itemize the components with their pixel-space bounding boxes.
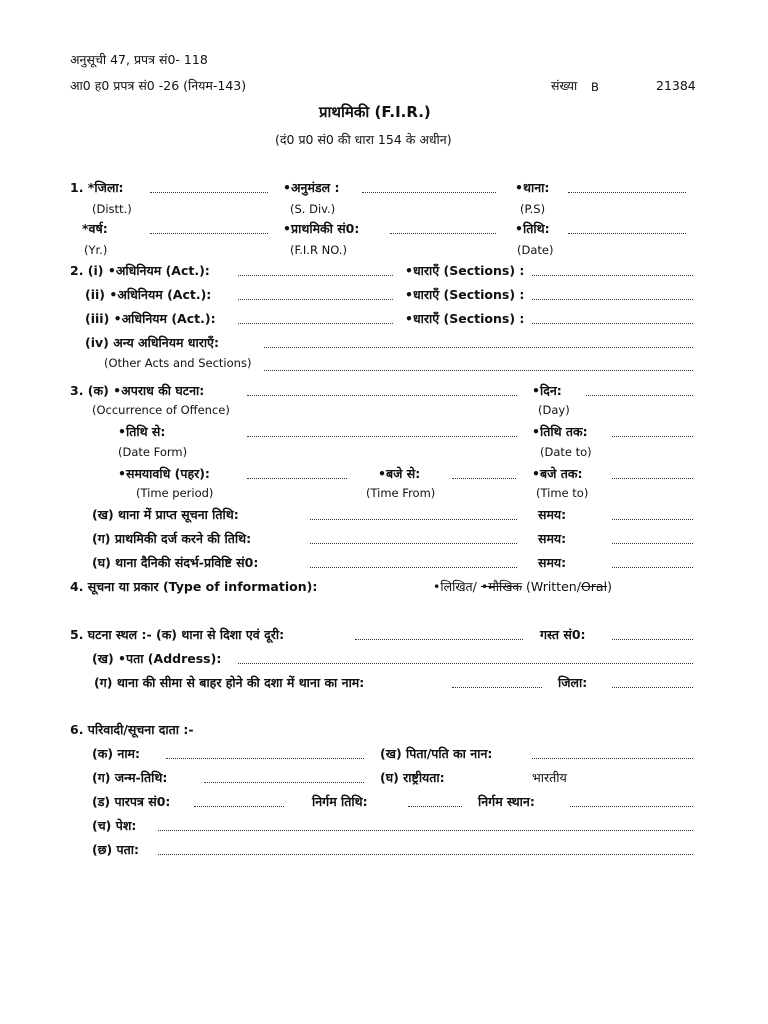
occurrence-field[interactable] xyxy=(247,395,517,396)
act-i-field[interactable] xyxy=(238,275,393,276)
oral-en-option[interactable]: Oral xyxy=(580,579,608,594)
time-to-label: •बजे तक: xyxy=(532,466,583,481)
time-from-field[interactable] xyxy=(452,478,516,479)
dob-field[interactable] xyxy=(204,782,364,783)
date-field[interactable] xyxy=(568,233,686,234)
sections-ii-label: •धाराएँ (Sections) : xyxy=(405,287,525,302)
outside-ps-field[interactable] xyxy=(452,687,542,688)
issue-date-field[interactable] xyxy=(408,806,462,807)
occurrence-label: 3. (क) •अपराध की घटना: xyxy=(70,383,205,398)
father-name-label: (ख) पिता/पति का नान: xyxy=(380,746,493,761)
day-label: •दिन: xyxy=(532,383,562,398)
outside-district-label: जिला: xyxy=(558,675,588,690)
date-to-label: •तिथि तक: xyxy=(532,424,588,439)
date-label-en: (Date) xyxy=(517,243,554,257)
date-from-label: •तिथि से: xyxy=(118,424,166,439)
fir-number-field[interactable] xyxy=(390,233,496,234)
info-type-label: 4. सूचना या प्रकार (Type of information): xyxy=(70,579,318,594)
issue-place-label: निर्गम स्थान: xyxy=(478,794,535,809)
info-received-time-label: समय: xyxy=(538,507,567,522)
act-iii-field[interactable] xyxy=(238,323,393,324)
time-from-label-en: (Time From) xyxy=(366,486,436,500)
schedule-line: अनुसूची 47, प्रपत्र सं0- 118 xyxy=(70,52,208,67)
other-acts-label: (iv) अन्य अधिनियम धाराएँ: xyxy=(85,335,219,350)
date-from-field[interactable] xyxy=(247,436,517,437)
diary-entry-time-label: समय: xyxy=(538,555,567,570)
year-field[interactable] xyxy=(150,233,268,234)
time-from-label: •बजे से: xyxy=(378,466,421,481)
fir-registered-time-label: समय: xyxy=(538,531,567,546)
time-period-label: •समयावधि (पहर): xyxy=(118,466,210,481)
act-iii-label: (iii) •अधिनियम (Act.): xyxy=(85,311,216,326)
written-hi-option[interactable]: •लिखित/ xyxy=(433,579,477,594)
police-station-label-en: (P.S) xyxy=(520,202,546,216)
year-label: *वर्ष: xyxy=(82,221,108,236)
diary-entry-label: (घ) थाना दैनिकी संदर्भ-प्रविष्टि सं0: xyxy=(92,555,259,570)
act-ii-label: (ii) •अधिनियम (Act.): xyxy=(85,287,212,302)
date-to-field[interactable] xyxy=(612,436,693,437)
fir-number-label-en: (F.I.R NO.) xyxy=(290,243,347,257)
info-type-close-paren: ) xyxy=(607,579,612,594)
occurrence-label-en: (Occurrence of Offence) xyxy=(92,403,230,417)
beat-number-field[interactable] xyxy=(612,639,693,640)
other-acts-label-en: (Other Acts and Sections) xyxy=(104,356,252,370)
diary-entry-time-field[interactable] xyxy=(612,567,693,568)
dob-label: (ग) जन्म-तिथि: xyxy=(92,770,168,785)
time-to-label-en: (Time to) xyxy=(536,486,589,500)
diary-entry-field[interactable] xyxy=(310,567,517,568)
district-label: 1. *जिला: xyxy=(70,180,124,195)
date-to-label-en: (Date to) xyxy=(540,445,592,459)
issue-place-field[interactable] xyxy=(570,806,693,807)
sections-iii-label: •धाराएँ (Sections) : xyxy=(405,311,525,326)
written-en-option[interactable]: (Written/ xyxy=(526,579,581,594)
page-title: प्राथमिकी (F.I.R.) xyxy=(319,103,431,121)
father-name-field[interactable] xyxy=(532,758,693,759)
issue-date-label: निर्गम तिथि: xyxy=(312,794,368,809)
act-ii-field[interactable] xyxy=(238,299,393,300)
subdivision-label: •अनुमंडल : xyxy=(283,180,340,195)
year-label-en: (Yr.) xyxy=(84,243,108,257)
fir-number-label: •प्राथमिकी सं0: xyxy=(283,221,360,236)
place-address-label: (ख) •पता (Address): xyxy=(92,651,222,666)
police-station-label: •थाना: xyxy=(515,180,550,195)
page-subtitle: (दं0 प्र0 सं0 की धारा 154 के अधीन) xyxy=(275,132,452,147)
sections-i-label: •धाराएँ (Sections) : xyxy=(405,263,525,278)
fir-registered-field[interactable] xyxy=(310,543,517,544)
outside-ps-label: (ग) थाना की सीमा से बाहर होने की दशा में थाना का नाम: xyxy=(94,675,365,690)
info-received-field[interactable] xyxy=(310,519,517,520)
occupation-field[interactable] xyxy=(158,830,693,831)
nationality-label: (घ) राष्ट्रीयता: xyxy=(380,770,445,785)
place-direction-field[interactable] xyxy=(355,639,523,640)
other-acts-field-2[interactable] xyxy=(264,370,693,371)
nationality-value[interactable]: भारतीय xyxy=(532,770,567,785)
subdivision-field[interactable] xyxy=(362,192,496,193)
time-period-label-en: (Time period) xyxy=(136,486,214,500)
time-period-field[interactable] xyxy=(247,478,347,479)
district-field[interactable] xyxy=(150,192,268,193)
oral-hi-option[interactable]: •मौखिक xyxy=(480,579,523,594)
name-field[interactable] xyxy=(166,758,364,759)
info-type-options xyxy=(433,579,612,595)
name-label: (क) नाम: xyxy=(92,746,141,761)
fir-registered-time-field[interactable] xyxy=(612,543,693,544)
day-label-en: (Day) xyxy=(538,403,570,417)
info-received-label: (ख) थाना में प्राप्त सूचना तिथि: xyxy=(92,507,239,522)
serial-letter: B xyxy=(591,80,599,94)
complainant-address-field[interactable] xyxy=(158,854,693,855)
date-label: •तिथि: xyxy=(515,221,550,236)
fir-registered-label: (ग) प्राथमिकी दर्ज करने की तिथि: xyxy=(92,531,252,546)
district-label-en: (Distt.) xyxy=(92,202,132,216)
outside-district-field[interactable] xyxy=(612,687,693,688)
day-field[interactable] xyxy=(586,395,693,396)
police-station-field[interactable] xyxy=(568,192,686,193)
info-received-time-field[interactable] xyxy=(612,519,693,520)
time-to-field[interactable] xyxy=(612,478,693,479)
subdivision-label-en: (S. Div.) xyxy=(290,202,336,216)
place-address-field[interactable] xyxy=(238,663,693,664)
sections-i-field[interactable] xyxy=(532,275,693,276)
serial-label: संख्या xyxy=(551,78,578,93)
sections-iii-field[interactable] xyxy=(532,323,693,324)
sections-ii-field[interactable] xyxy=(532,299,693,300)
passport-field[interactable] xyxy=(194,806,284,807)
act-i-label: 2. (i) •अधिनियम (Act.): xyxy=(70,263,210,278)
date-from-label-en: (Date Form) xyxy=(118,445,188,459)
other-acts-field-1[interactable] xyxy=(264,347,693,348)
complainant-address-label: (छ) पता: xyxy=(92,842,140,857)
place-direction-label: 5. घटना स्थल :- (क) थाना से दिशा एवं दूरी: xyxy=(70,627,285,642)
serial-number: 21384 xyxy=(656,78,696,93)
occupation-label: (च) पेश: xyxy=(92,818,137,833)
passport-label: (ड) पारपत्र सं0: xyxy=(92,794,171,809)
form-number-line: आ0 ह0 प्रपत्र सं0 -26 (नियम-143) xyxy=(70,78,247,93)
beat-number-label: गस्त सं0: xyxy=(540,627,586,642)
complainant-heading: 6. परिवादी/सूचना दाता :- xyxy=(70,722,194,737)
